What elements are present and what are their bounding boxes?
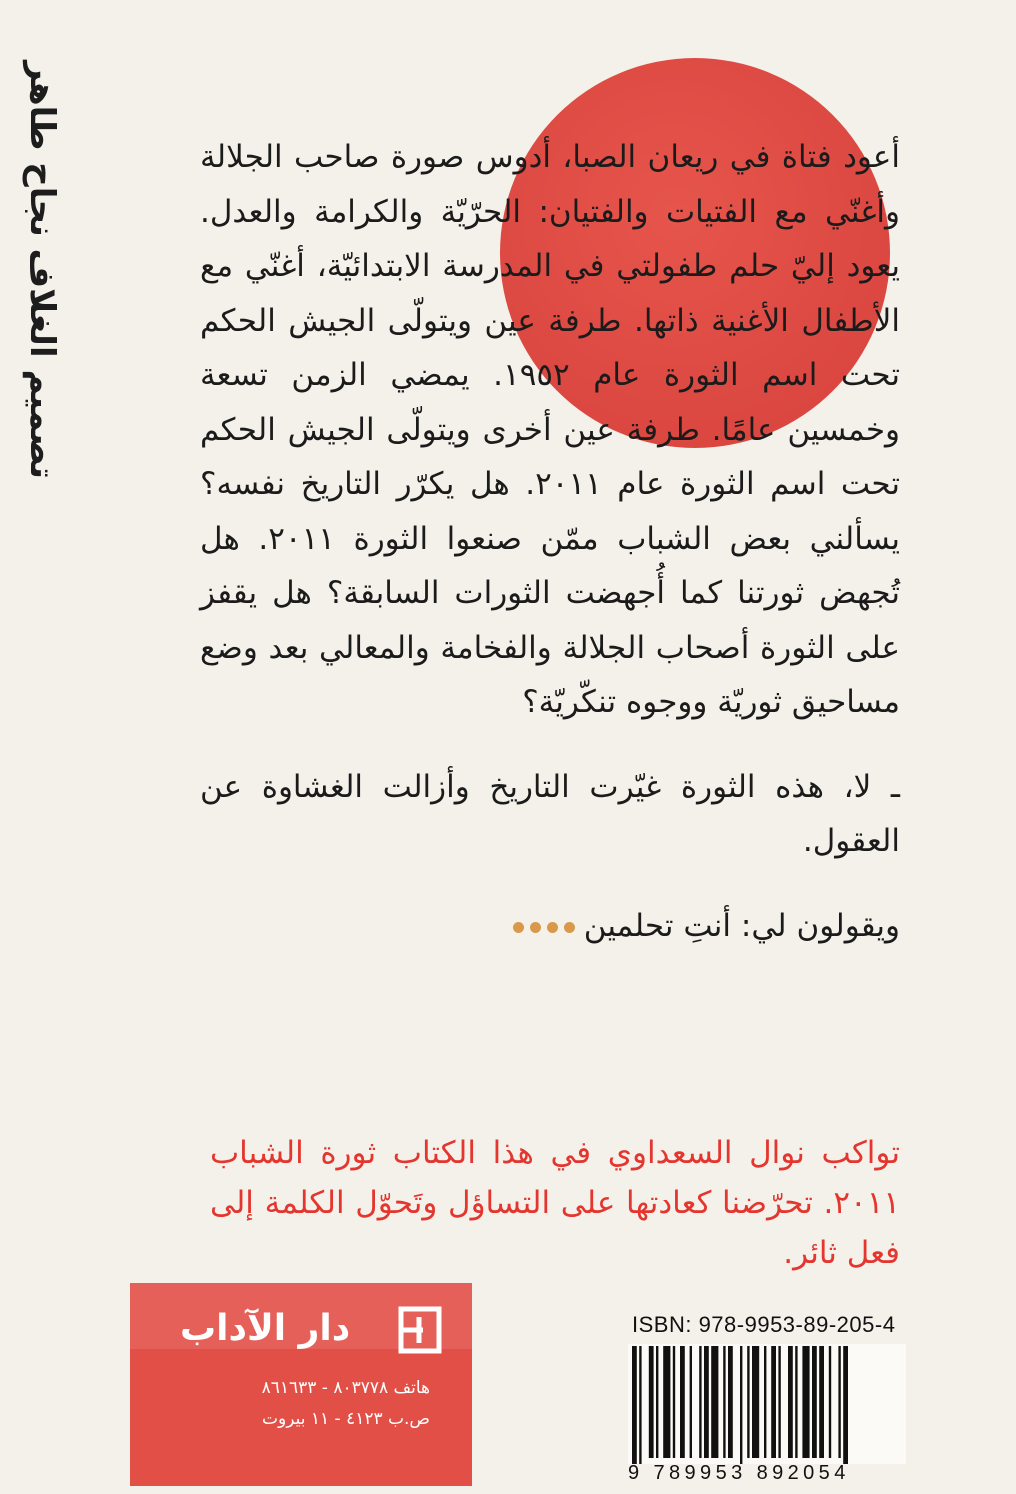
paragraph-main: أعود فتاة في ريعان الصبا، أدوس صورة صاحب الجلالة وأغنّي مع الفتيات والفتيان: الحرّيّة والكرامة والعدل. يعود إليّ حلم طفولتي في المدرسة الابتدائيّة، أغنّي مع الأطفال الأغنية ذاتها. طرفة عين ويتولّى الجيش الحكم تحت اسم الثورة عام ١٩٥٢. يمضي الزمن تسعة وخمسين عامًا. طرفة عين أخرى ويتولّى الجيش الحكم تحت اسم الثورة عام ٢٠١١. هل يكرّر التاريخ نفسه؟ يسألني بعض الشباب ممّن صنعوا الثورة ٢٠١١. هل تُجهض ثورتنا كما أُجهضت الثورات السابقة؟ هل يقفز على الثورة أصحاب الجلالة والفخامة والمعالي بعد وضع مساحيق ثوريّة ووجوه تنكّريّة؟ bbox=[200, 139, 900, 720]
barcode-digits: 9 789953 892054 bbox=[628, 1462, 850, 1484]
back-cover-text bbox=[200, 130, 900, 953]
publisher-label bbox=[130, 1283, 472, 1486]
barcode-graphic bbox=[628, 1344, 906, 1464]
publisher-phone: هاتف ٨٠٣٧٧٨ - ٨٦١٦٣٣ bbox=[261, 1378, 430, 1398]
publisher-name: دار الآداب bbox=[180, 1308, 351, 1349]
closing-text: ويقولون لي: أنتِ تحلمين bbox=[583, 907, 900, 944]
cover-design-credit bbox=[2, 60, 82, 480]
publisher-address: ص.ب ٤١٢٣ - ١١ بيروت bbox=[262, 1409, 430, 1429]
highlight-blurb bbox=[210, 1128, 900, 1278]
isbn-number: ISBN: 978-9953-89-205-4 bbox=[632, 1312, 896, 1337]
paragraph-answer: ـ لا، هذه الثورة غيّرت التاريخ وأزالت الغشاوة عن العقول. bbox=[200, 768, 900, 859]
cover-design-credit-text: تصميم الغلاف نجاح طاهر bbox=[22, 60, 62, 480]
paragraph-closing bbox=[200, 899, 900, 954]
ellipsis-dots bbox=[510, 899, 578, 954]
highlight-text: تواكب نوال السعداوي في هذا الكتاب ثورة الشباب ٢٠١١. تحرّضنا كعادتها على التساؤل وتَحوّل الكلمة إلى فعل ثائر. bbox=[210, 1135, 900, 1271]
publisher-logo-icon bbox=[393, 1303, 447, 1357]
